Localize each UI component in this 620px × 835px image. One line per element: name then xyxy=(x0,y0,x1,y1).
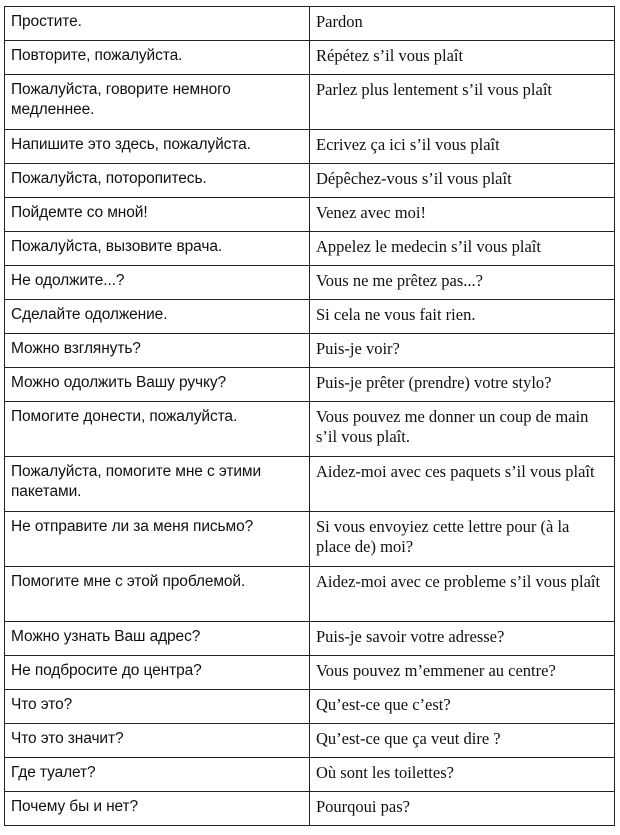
french-phrase: Qu’est-ce que ça veut dire ? xyxy=(310,724,615,758)
russian-phrase: Не одолжите...? xyxy=(5,266,310,300)
french-phrase: Si vous envoyiez cette lettre pour (à la place de) moi? xyxy=(310,512,615,567)
table-row xyxy=(5,232,615,266)
russian-phrase: Пожалуйста, поторопитесь. xyxy=(5,164,310,198)
table-row xyxy=(5,7,615,41)
table-row xyxy=(5,512,615,567)
french-phrase: Vous pouvez m’emmener au centre? xyxy=(310,656,615,690)
table-row xyxy=(5,164,615,198)
french-phrase: Parlez plus lentement s’il vous plaît xyxy=(310,75,615,130)
table-row xyxy=(5,457,615,512)
russian-phrase: Повторите, пожалуйста. xyxy=(5,41,310,75)
russian-phrase: Можно взглянуть? xyxy=(5,334,310,368)
table-row xyxy=(5,656,615,690)
french-phrase: Vous pouvez me donner un coup de main s’il vous plaît. xyxy=(310,402,615,457)
table-row xyxy=(5,724,615,758)
table-row xyxy=(5,622,615,656)
french-phrase: Puis-je savoir votre adresse? xyxy=(310,622,615,656)
russian-phrase: Сделайте одолжение. xyxy=(5,300,310,334)
russian-phrase: Пожалуйста, говорите немного медленнее. xyxy=(5,75,310,130)
table-row xyxy=(5,41,615,75)
french-phrase: Pardon xyxy=(310,7,615,41)
russian-phrase: Пожалуйста, вызовите врача. xyxy=(5,232,310,266)
russian-phrase: Что это значит? xyxy=(5,724,310,758)
french-phrase: Ecrivez ça ici s’il vous plaît xyxy=(310,130,615,164)
russian-phrase: Простите. xyxy=(5,7,310,41)
russian-phrase: Что это? xyxy=(5,690,310,724)
russian-phrase: Пожалуйста, помогите мне с этими пакетами. xyxy=(5,457,310,512)
russian-phrase: Где туалет? xyxy=(5,758,310,792)
french-phrase: Puis-je voir? xyxy=(310,334,615,368)
table-row xyxy=(5,266,615,300)
table-row xyxy=(5,300,615,334)
russian-phrase: Пойдемте со мной! xyxy=(5,198,310,232)
table-row xyxy=(5,758,615,792)
french-phrase: Où sont les toilettes? xyxy=(310,758,615,792)
french-phrase: Si cela ne vous fait rien. xyxy=(310,300,615,334)
russian-phrase: Напишите это здесь, пожалуйста. xyxy=(5,130,310,164)
french-phrase: Aidez-moi avec ce probleme s’il vous plaît xyxy=(310,567,615,622)
russian-phrase: Можно одолжить Вашу ручку? xyxy=(5,368,310,402)
russian-phrase: Не подбросите до центра? xyxy=(5,656,310,690)
table-row xyxy=(5,198,615,232)
french-phrase: Aidez-moi avec ces paquets s’il vous plaît xyxy=(310,457,615,512)
french-phrase: Vous ne me prêtez pas...? xyxy=(310,266,615,300)
phrase-table-body xyxy=(5,7,615,826)
french-phrase: Qu’est-ce que c’est? xyxy=(310,690,615,724)
table-row xyxy=(5,75,615,130)
french-phrase: Puis-je prêter (prendre) votre stylo? xyxy=(310,368,615,402)
french-phrase: Venez avec moi! xyxy=(310,198,615,232)
russian-phrase: Не отправите ли за меня письмо? xyxy=(5,512,310,567)
russian-phrase: Можно узнать Ваш адрес? xyxy=(5,622,310,656)
table-row xyxy=(5,792,615,826)
table-row xyxy=(5,567,615,622)
table-row xyxy=(5,368,615,402)
russian-phrase: Почему бы и нет? xyxy=(5,792,310,826)
table-row xyxy=(5,130,615,164)
russian-phrase: Помогите донести, пожалуйста. xyxy=(5,402,310,457)
french-phrase: Appelez le medecin s’il vous plaît xyxy=(310,232,615,266)
table-row xyxy=(5,690,615,724)
french-phrase: Répétez s’il vous plaît xyxy=(310,41,615,75)
phrase-table xyxy=(4,6,615,826)
russian-phrase: Помогите мне с этой проблемой. xyxy=(5,567,310,622)
french-phrase: Dépêchez-vous s’il vous plaît xyxy=(310,164,615,198)
table-row xyxy=(5,402,615,457)
table-row xyxy=(5,334,615,368)
french-phrase: Pourqoui pas? xyxy=(310,792,615,826)
